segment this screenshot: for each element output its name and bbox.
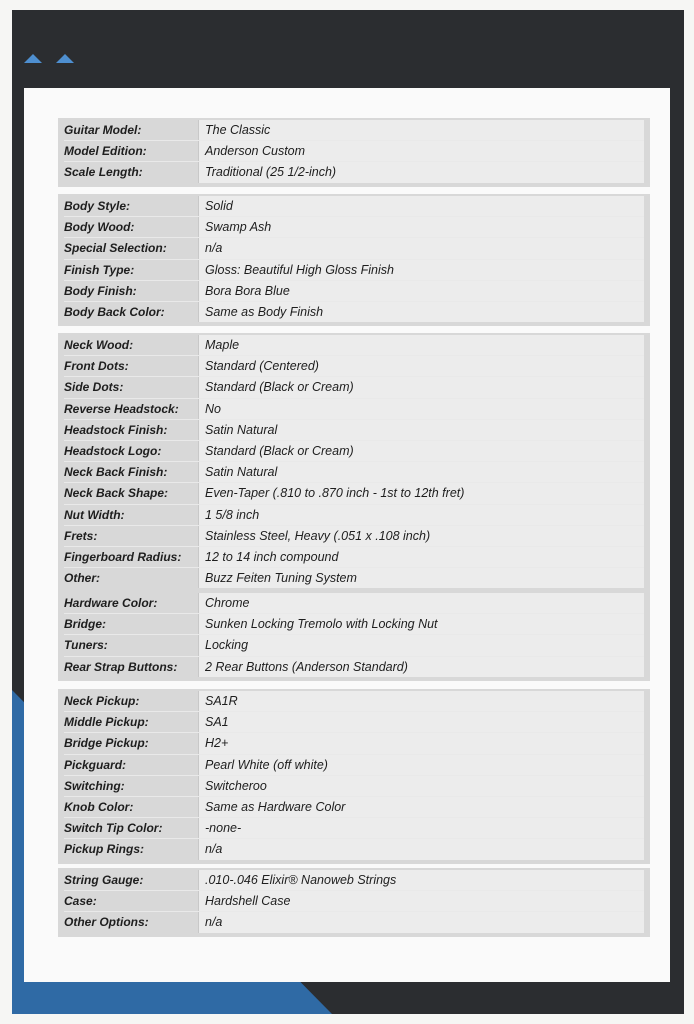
spec-label: Pickup Rings:	[64, 842, 145, 857]
spec-label: Body Wood:	[64, 220, 135, 235]
spec-label: Neck Back Finish:	[64, 465, 168, 480]
spec-value: H2+	[198, 733, 644, 753]
spec-row	[64, 526, 644, 547]
spec-value: Stainless Steel, Heavy (.051 x .108 inch)	[198, 526, 644, 546]
spec-value: 1 5/8 inch	[198, 505, 644, 525]
spec-label: Bridge:	[64, 617, 106, 632]
spec-row	[64, 420, 644, 441]
spec-section	[58, 333, 650, 592]
spec-section	[58, 591, 650, 681]
spec-label: Case:	[64, 894, 97, 909]
spec-label: Other Options:	[64, 915, 149, 930]
spec-row	[64, 755, 644, 776]
spec-row	[64, 797, 644, 818]
spec-value: 2 Rear Buttons (Anderson Standard)	[198, 657, 644, 677]
spec-label: String Gauge:	[64, 873, 144, 888]
spec-label: Model Edition:	[64, 144, 147, 159]
spec-value: n/a	[198, 839, 644, 859]
spec-value: Sunken Locking Tremolo with Locking Nut	[198, 614, 644, 634]
spec-label: Pickguard:	[64, 757, 127, 772]
spec-row	[64, 483, 644, 504]
spec-value: 12 to 14 inch compound	[198, 547, 644, 567]
spec-row	[64, 568, 644, 588]
spec-label: Body Back Color:	[64, 305, 165, 320]
spec-value: Chrome	[198, 593, 644, 613]
up-arrow-icon	[56, 54, 74, 63]
spec-value: Standard (Black or Cream)	[198, 377, 644, 397]
spec-value: Pearl White (off white)	[198, 755, 644, 775]
spec-value: Swamp Ash	[198, 217, 644, 237]
spec-row	[64, 238, 644, 259]
spec-value: The Classic	[198, 120, 644, 140]
spec-row	[64, 635, 644, 656]
spec-value: Hardshell Case	[198, 891, 644, 911]
spec-label: Switching:	[64, 778, 125, 793]
spec-value: Standard (Centered)	[198, 356, 644, 376]
spec-label: Fingerboard Radius:	[64, 549, 182, 564]
spec-value: n/a	[198, 238, 644, 258]
spec-value: Standard (Black or Cream)	[198, 441, 644, 461]
spec-section	[58, 194, 650, 326]
spec-row	[64, 260, 644, 281]
spec-row	[64, 614, 644, 635]
spec-label: Reverse Headstock:	[64, 401, 179, 416]
spec-row	[64, 593, 644, 614]
spec-label: Bridge Pickup:	[64, 736, 149, 751]
spec-value: Buzz Feiten Tuning System	[198, 568, 644, 588]
spec-label: Middle Pickup:	[64, 715, 149, 730]
spec-value: SA1	[198, 712, 644, 732]
spec-value: Same as Hardware Color	[198, 797, 644, 817]
spec-row	[64, 120, 644, 141]
spec-label: Switch Tip Color:	[64, 821, 163, 836]
spec-row	[64, 912, 644, 932]
spec-label: Special Selection:	[64, 241, 167, 256]
arrow-icons	[24, 54, 74, 63]
spec-value: No	[198, 399, 644, 419]
spec-value: Anderson Custom	[198, 141, 644, 161]
spec-label: Guitar Model:	[64, 123, 142, 138]
spec-row	[64, 217, 644, 238]
spec-label: Tuners:	[64, 638, 108, 653]
spec-row	[64, 441, 644, 462]
up-arrow-icon	[24, 54, 42, 63]
spec-row	[64, 399, 644, 420]
spec-row	[64, 302, 644, 322]
spec-label: Neck Wood:	[64, 338, 134, 353]
spec-label: Scale Length:	[64, 165, 143, 180]
spec-row	[64, 196, 644, 217]
spec-row	[64, 870, 644, 891]
spec-label: Hardware Color:	[64, 596, 158, 611]
spec-row	[64, 505, 644, 526]
spec-value: Same as Body Finish	[198, 302, 644, 322]
spec-row	[64, 462, 644, 483]
spec-value: Satin Natural	[198, 462, 644, 482]
spec-row	[64, 691, 644, 712]
spec-value: Traditional (25 1/2-inch)	[198, 162, 644, 182]
spec-value: Gloss: Beautiful High Gloss Finish	[198, 260, 644, 280]
spec-label: Nut Width:	[64, 507, 125, 522]
spec-section	[58, 689, 650, 864]
spec-row	[64, 356, 644, 377]
spec-value: .010-.046 Elixir® Nanoweb Strings	[198, 870, 644, 890]
spec-row	[64, 712, 644, 733]
spec-value: Switcheroo	[198, 776, 644, 796]
spec-row	[64, 733, 644, 754]
spec-label: Neck Back Shape:	[64, 486, 169, 501]
spec-value: SA1R	[198, 691, 644, 711]
spec-row	[64, 281, 644, 302]
spec-label: Knob Color:	[64, 800, 134, 815]
spec-value: Solid	[198, 196, 644, 216]
spec-value: Satin Natural	[198, 420, 644, 440]
spec-row	[64, 547, 644, 568]
spec-value: Maple	[198, 335, 644, 355]
spec-value: Bora Bora Blue	[198, 281, 644, 301]
spec-row	[64, 839, 644, 859]
spec-value: Locking	[198, 635, 644, 655]
spec-label: Front Dots:	[64, 359, 129, 374]
spec-section	[58, 868, 650, 937]
spec-label: Frets:	[64, 528, 98, 543]
spec-value: n/a	[198, 912, 644, 932]
spec-label: Finish Type:	[64, 262, 135, 277]
spec-value: Even-Taper (.810 to .870 inch - 1st to 12th fret)	[198, 483, 644, 503]
spec-row	[64, 335, 644, 356]
dark-background-frame	[12, 10, 684, 1014]
spec-label: Headstock Finish:	[64, 422, 168, 437]
spec-row	[64, 657, 644, 677]
spec-label: Body Style:	[64, 199, 131, 214]
spec-label: Rear Strap Buttons:	[64, 659, 178, 674]
spec-section	[58, 118, 650, 187]
spec-row	[64, 776, 644, 797]
spec-row	[64, 818, 644, 839]
spec-value: -none-	[198, 818, 644, 838]
spec-label: Side Dots:	[64, 380, 124, 395]
spec-row	[64, 891, 644, 912]
spec-row	[64, 141, 644, 162]
spec-label: Body Finish:	[64, 283, 137, 298]
spec-label: Other:	[64, 571, 100, 586]
spec-row	[64, 162, 644, 182]
spec-label: Headstock Logo:	[64, 444, 162, 459]
spec-label: Neck Pickup:	[64, 694, 140, 709]
spec-sheet	[24, 88, 670, 982]
spec-row	[64, 377, 644, 398]
